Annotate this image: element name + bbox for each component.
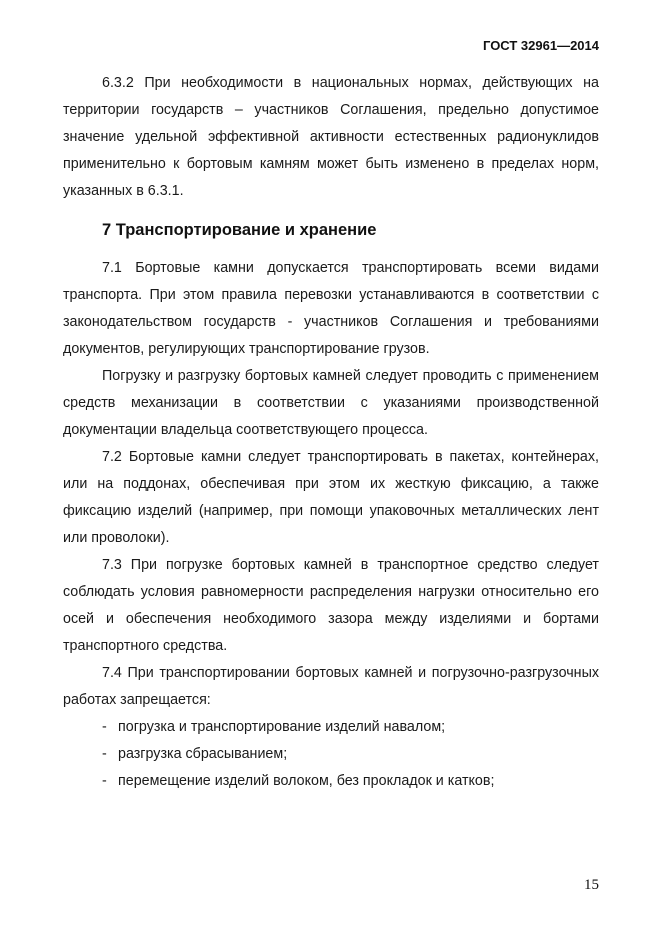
list-item bbox=[102, 714, 599, 741]
page-body bbox=[63, 70, 599, 795]
paragraph-6-3-2: 6.3.2 При необходимости в национальных нормах, действующих на территории государств – участников Соглашения, предельно допустимое значение удельной эффективной активности естественных радионуклидов применительно к бортовым камням может быть изменено в пределах норм, указанных в 6.3.1. bbox=[63, 75, 599, 199]
list-marker: - bbox=[102, 719, 107, 735]
paragraph-7-1: 7.1 Бортовые камни допускается транспортировать всеми видами транспорта. При этом правила перевозки устанавливаются в соответствии с законодательством государств - участников Соглашения и требованиями документов, регулирующих транспортирование грузов. bbox=[63, 260, 599, 357]
list-item bbox=[102, 768, 599, 795]
list-item-text: погрузка и транспортирование изделий навалом; bbox=[118, 719, 446, 735]
page-number: 15 bbox=[584, 877, 599, 893]
paragraph-7-3: 7.3 При погрузке бортовых камней в транспортное средство следует соблюдать условия равномерности распределения нагрузки относительно его осей и обеспечения необходимого зазора между изделиями и бортами транспортного средства. bbox=[63, 557, 599, 654]
paragraph-7-2: 7.2 Бортовые камни следует транспортировать в пакетах, контейнерах, или на поддонах, обеспечивая при этом их жесткую фиксацию, а также фиксацию изделий (например, при помощи упаковочных металлических лент или проволоки). bbox=[63, 449, 599, 546]
prohibited-list bbox=[63, 714, 599, 795]
list-item-text: перемещение изделий волоком, без прокладок и катков; bbox=[118, 773, 495, 789]
paragraph-7-4: 7.4 При транспортировании бортовых камней и погрузочно-разгрузочных работах запрещается: bbox=[63, 665, 599, 708]
list-item bbox=[102, 741, 599, 768]
list-marker: - bbox=[102, 746, 107, 762]
list-marker: - bbox=[102, 773, 107, 789]
section-heading: 7 Транспортирование и хранение bbox=[102, 221, 377, 239]
paragraph-loading: Погрузку и разгрузку бортовых камней следует проводить с применением средств механизации в соответствии с указаниями производственной документации владельца соответствующего процесса. bbox=[63, 368, 599, 438]
document-code: ГОСТ 32961—2014 bbox=[483, 38, 599, 53]
list-item-text: разгрузка сбрасыванием; bbox=[118, 746, 288, 762]
